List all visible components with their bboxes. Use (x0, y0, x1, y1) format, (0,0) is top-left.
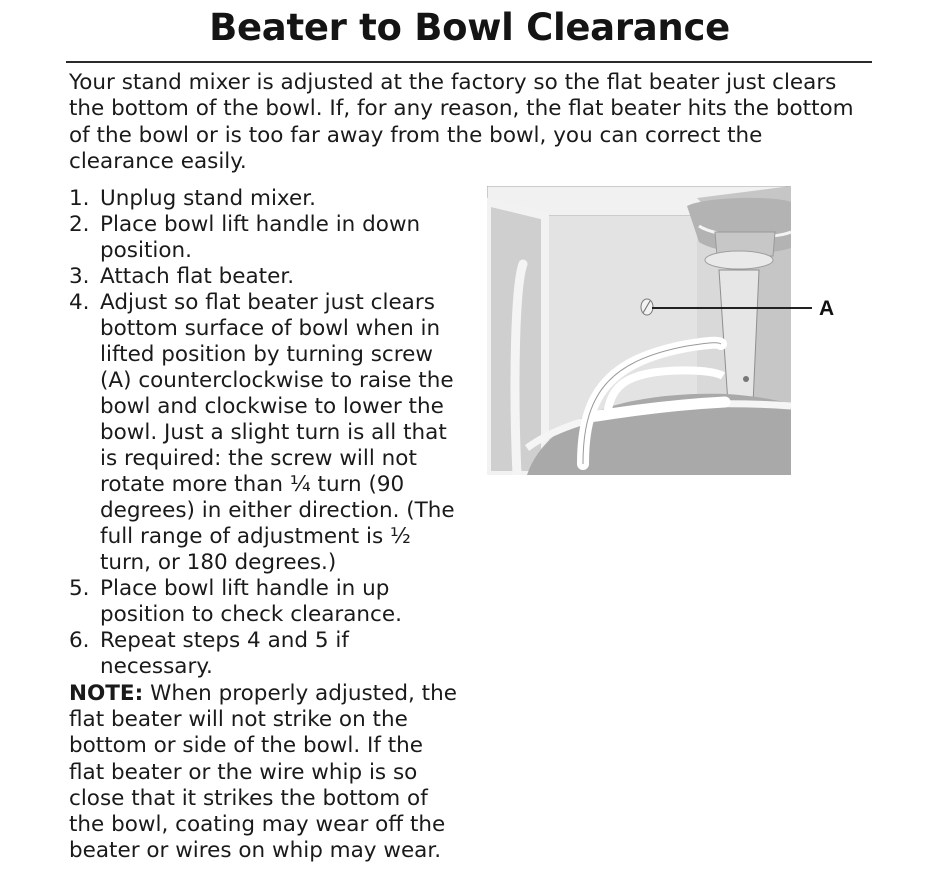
step-text: Adjust so flat beater just clears bottom surface of bowl when in lifted position by turning screw (A) counterclockwise to raise the bowl and clockwise to lower the bowl. Just a slight turn is all that is required: the screw will not rotate more than ¼ turn (90 degrees) in either direction. (The full range of adjustment is ½ turn, or 180 degrees.) (100, 290, 455, 575)
callout-label-a: A (819, 297, 835, 320)
note-label: NOTE: (69, 681, 144, 706)
intro-paragraph: Your stand mixer is adjusted at the factory so the flat beater just clears the bottom of the bowl. If, for any reason, the flat beater hits the bottom of the bowl or is too far away from the bowl, you can correct the clearance easily. (69, 70, 854, 174)
step-number: 4. (69, 290, 90, 315)
step-text: Attach flat beater. (100, 264, 295, 289)
steps-list (69, 186, 464, 680)
step-text: Place bowl lift handle in up position to check clearance. (100, 576, 402, 627)
note-paragraph (69, 681, 464, 864)
step-item (69, 212, 464, 264)
step-text: Unplug stand mixer. (100, 186, 316, 211)
step-text: Place bowl lift handle in down position. (100, 212, 421, 263)
step-number: 1. (69, 186, 90, 211)
step-item (69, 264, 464, 290)
mixer-illustration (487, 186, 791, 475)
note-text: When properly adjusted, the flat beater will not strike on the bottom or side of the bowl. If the flat beater or the wire whip is so close that it strikes the bottom of the bowl, coating may wear off the beater or wires on whip may wear. (69, 681, 457, 864)
step-item (69, 186, 464, 212)
step-number: 2. (69, 212, 90, 237)
step-number: 5. (69, 576, 90, 601)
step-number: 6. (69, 628, 90, 653)
page-title: Beater to Bowl Clearance (209, 6, 730, 49)
step-item (69, 576, 464, 628)
step-number: 3. (69, 264, 90, 289)
step-item (69, 290, 464, 576)
callout-leader-line (652, 307, 812, 309)
step-item (69, 628, 464, 680)
title-divider (66, 61, 872, 63)
step-text: Repeat steps 4 and 5 if necessary. (100, 628, 349, 679)
